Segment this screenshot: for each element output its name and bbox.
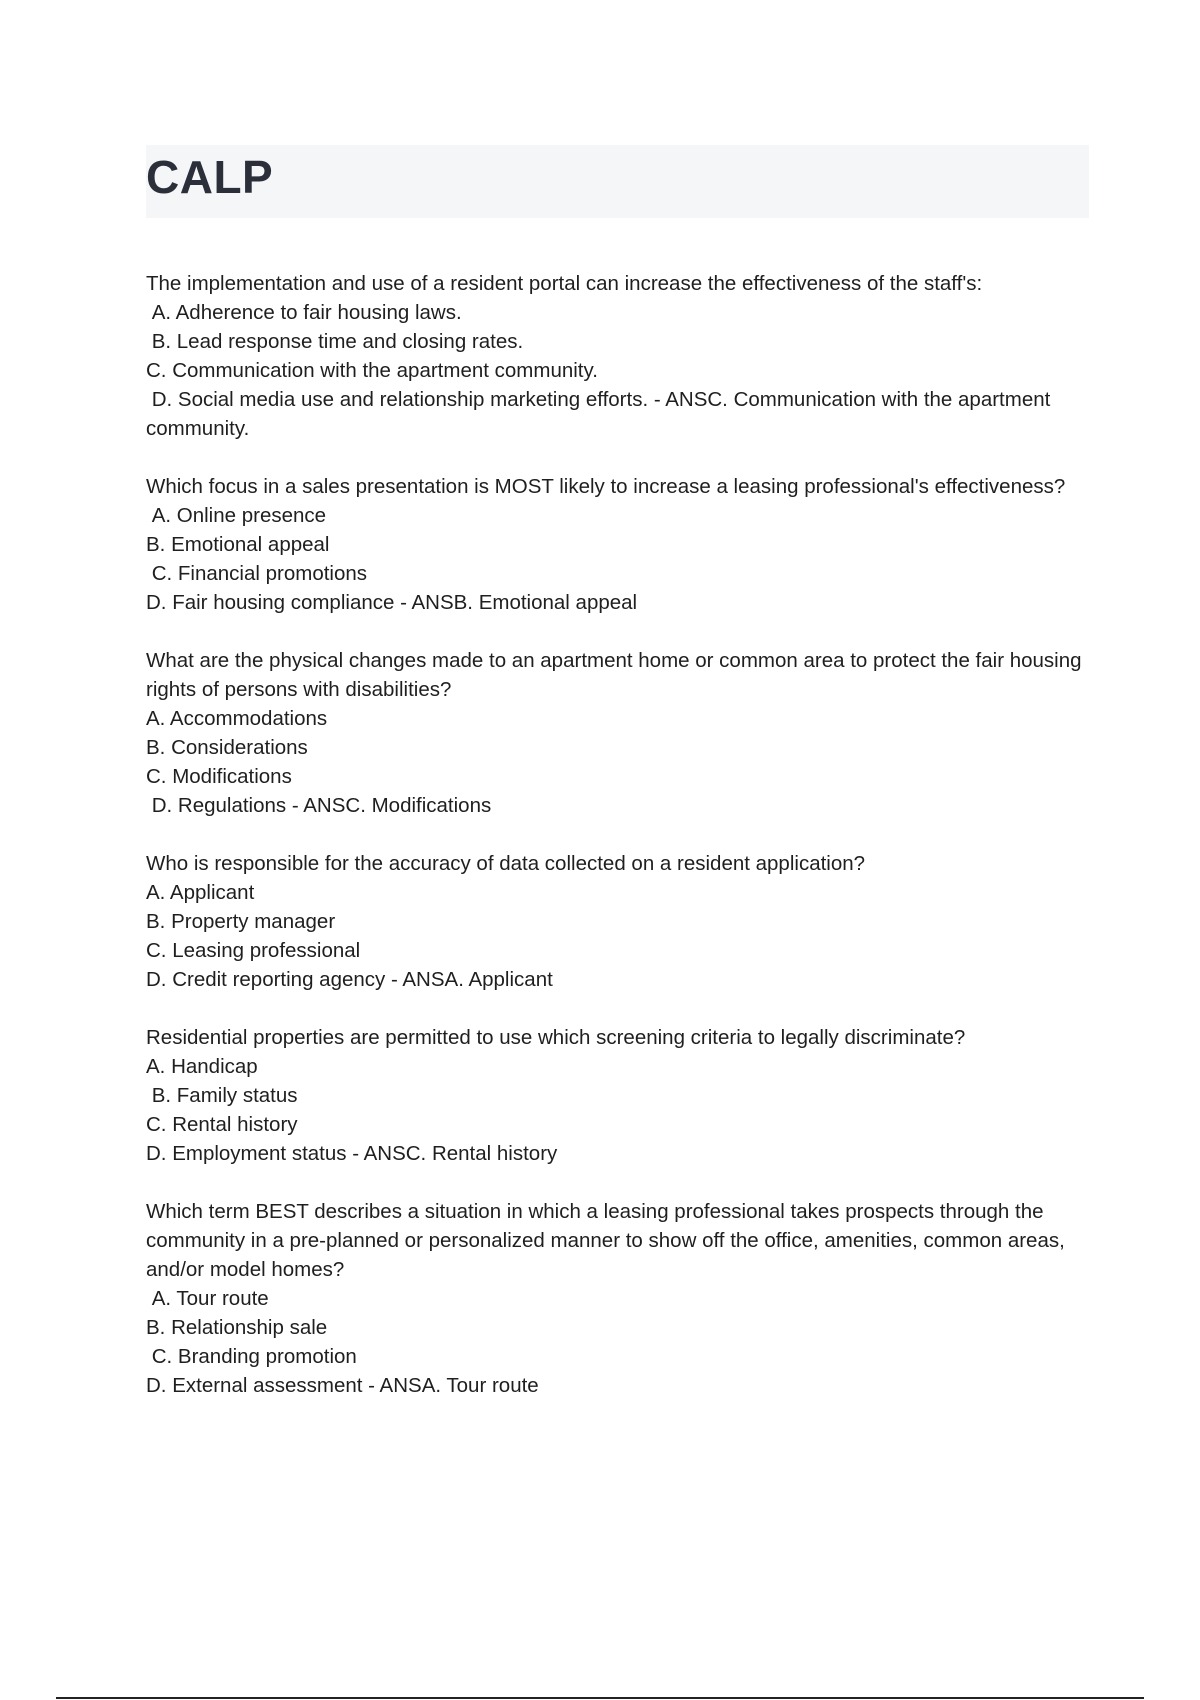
question-block-1 (146, 269, 1091, 443)
answer-option: B. Lead response time and closing rates. (146, 330, 524, 353)
answer-option: A. Accommodations (146, 707, 328, 730)
answer-option-with-key: D. External assessment - ANSA. Tour route (146, 1374, 539, 1397)
answer-option: B. Property manager (146, 910, 336, 933)
answer-option: B. Family status (146, 1084, 298, 1107)
answer-option: B. Relationship sale (146, 1316, 328, 1339)
question-block-5 (146, 1023, 1091, 1168)
answer-option: B. Emotional appeal (146, 533, 330, 556)
question-stem: Which focus in a sales presentation is MOST likely to increase a leasing professional's effectiveness? (146, 475, 1066, 498)
question-block-3 (146, 646, 1091, 820)
answer-option: A. Adherence to fair housing laws. (146, 301, 462, 324)
title-band (146, 145, 1089, 218)
answer-option-with-key: D. Social media use and relationship marketing efforts. - ANSC. Communication with the apartment community. (146, 388, 1057, 440)
answer-option-with-key: D. Regulations - ANSC. Modifications (146, 794, 492, 817)
answer-option: C. Communication with the apartment community. (146, 359, 598, 382)
document-title: CALP (146, 151, 274, 203)
answer-option: A. Tour route (146, 1287, 269, 1310)
answer-option: A. Online presence (146, 504, 327, 527)
answer-option: C. Leasing professional (146, 939, 361, 962)
question-stem: What are the physical changes made to an apartment home or common area to protect the fair housing rights of persons with disabilities? (146, 649, 1088, 701)
question-stem: Residential properties are permitted to use which screening criteria to legally discriminate? (146, 1026, 966, 1049)
question-stem: Who is responsible for the accuracy of data collected on a resident application? (146, 852, 866, 875)
answer-option: C. Financial promotions (146, 562, 368, 585)
answer-option: C. Branding promotion (146, 1345, 357, 1368)
question-stem: Which term BEST describes a situation in which a leasing professional takes prospects through the community in a pre-planned or personalized manner to show off the office, amenities, common areas, and/or model homes? (146, 1200, 1071, 1281)
question-block-2 (146, 472, 1091, 617)
answer-option-with-key: D. Fair housing compliance - ANSB. Emotional appeal (146, 591, 638, 614)
answer-option-with-key: D. Employment status - ANSC. Rental history (146, 1142, 558, 1165)
footer-divider (56, 1697, 1144, 1699)
answer-option: C. Modifications (146, 765, 292, 788)
answer-option: C. Rental history (146, 1113, 298, 1136)
questions-list (146, 269, 1091, 1429)
answer-option: A. Handicap (146, 1055, 258, 1078)
answer-option: B. Considerations (146, 736, 308, 759)
question-stem: The implementation and use of a resident portal can increase the effectiveness of the staff's: (146, 272, 983, 295)
question-block-4 (146, 849, 1091, 994)
answer-option: A. Applicant (146, 881, 255, 904)
answer-option-with-key: D. Credit reporting agency - ANSA. Applicant (146, 968, 553, 991)
question-block-6 (146, 1197, 1091, 1400)
